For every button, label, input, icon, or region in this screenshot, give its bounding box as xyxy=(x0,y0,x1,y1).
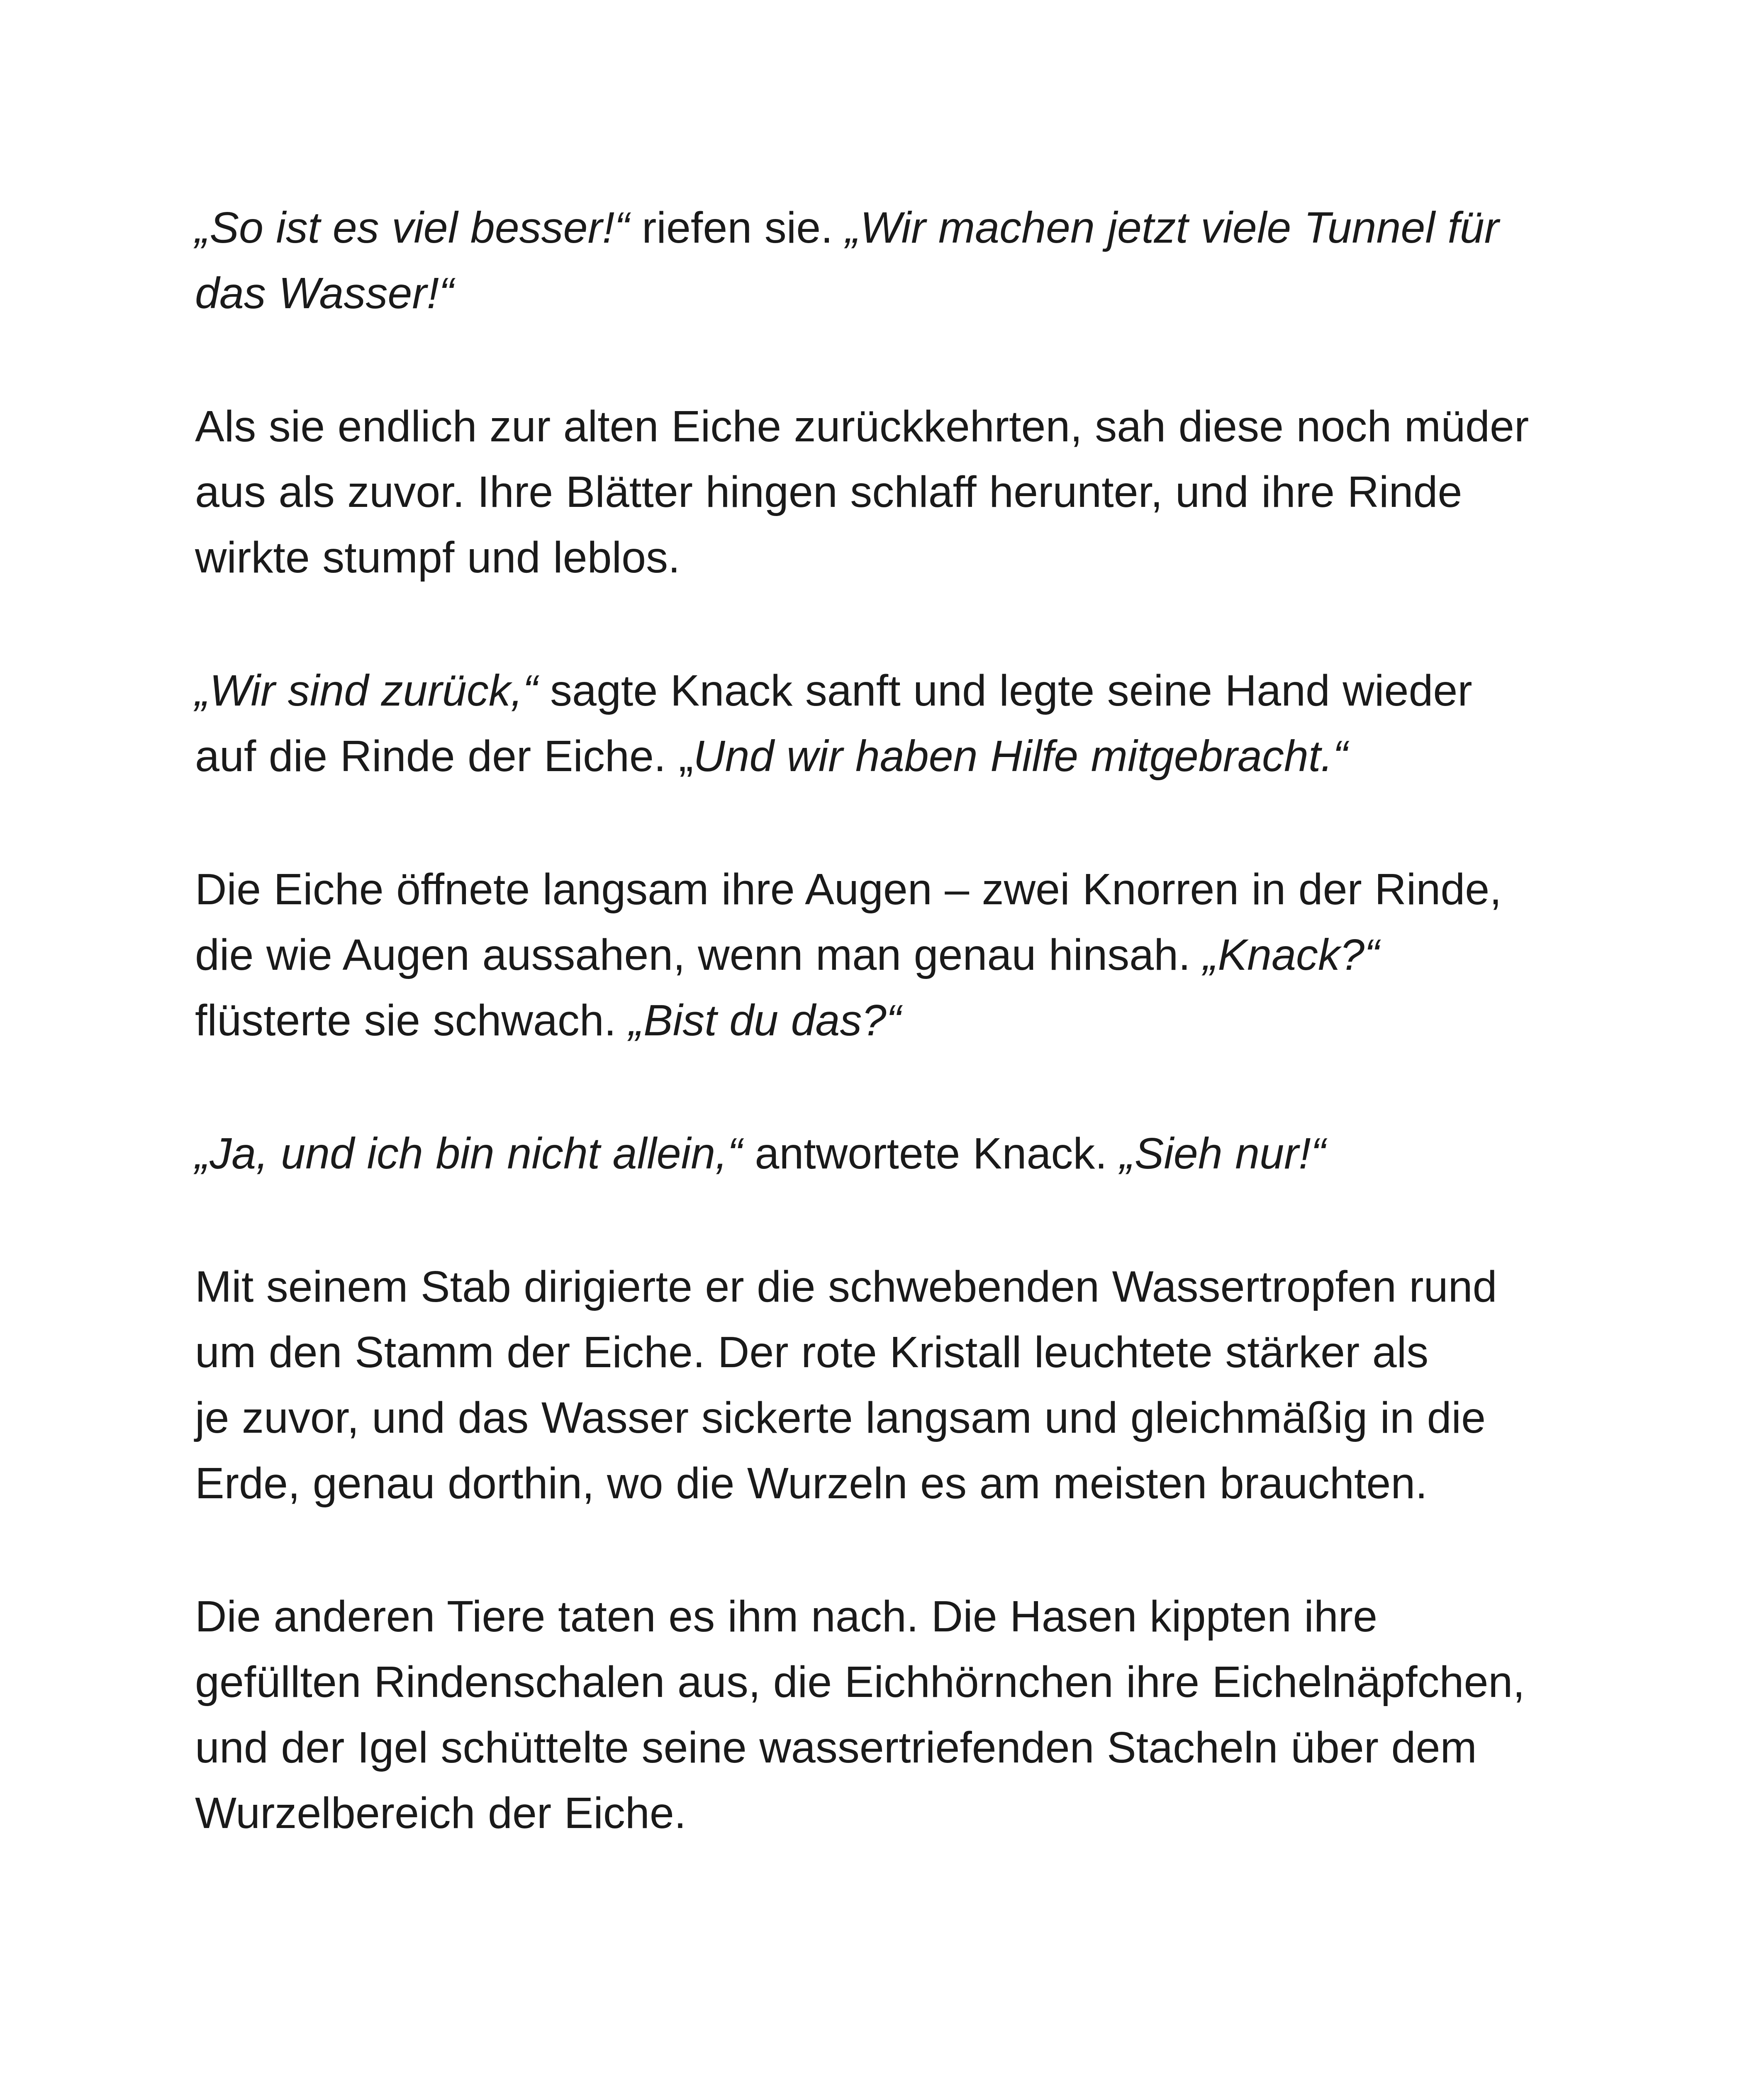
paragraph-4 xyxy=(195,857,1581,1053)
narration: Die anderen Tiere taten es ihm nach. Die Hasen kippten ihre gefüllten Rindenschalen aus, die Eichhörnchen ihre Eichelnäpfchen, und der Igel schüttelte seine wassertriefenden Stacheln über dem Wurzelbereich der Eiche. xyxy=(195,1592,1525,1838)
paragraph-5 xyxy=(195,1121,1581,1186)
paragraph-3 xyxy=(195,658,1581,789)
paragraph-1 xyxy=(195,195,1581,326)
narration: Als sie endlich zur alten Eiche zurückkehrten, sah diese noch müder aus als zuvor. Ihre Blätter hingen schlaff herunter, und ihre Rinde wirkte stumpf und leblos. xyxy=(195,402,1529,582)
dialogue-quote: „Bist du das?“ xyxy=(629,996,901,1045)
story-text xyxy=(195,195,1581,1913)
paragraph-2 xyxy=(195,394,1581,590)
narration: Die Eiche öffnete langsam ihre Augen – zwei Knorren in der Rinde, die wie Augen aussahen, wenn man genau hinsah. xyxy=(195,865,1502,979)
narration: sagte Knack sanft und legte seine Hand wieder auf die Rinde der Eiche. „ xyxy=(195,666,1472,781)
narration: Mit seinem Stab dirigierte er die schwebenden Wassertropfen rund um den Stamm der Eiche. Der rote Kristall leuchtete stärker als je zuvor, und das Wasser sickerte langsam und gleichmäßig in die Erde, genau dorthin, wo die Wurzeln es am meisten brauchten. xyxy=(195,1262,1497,1508)
dialogue-quote: „So ist es viel besser!“ xyxy=(195,203,629,252)
dialogue-quote: „Knack?“ xyxy=(1203,930,1379,979)
narration: flüsterte sie schwach. xyxy=(195,996,616,1045)
dialogue-quote: Und wir haben Hilfe mitgebracht.“ xyxy=(693,732,1348,781)
paragraph-7 xyxy=(195,1584,1581,1846)
paragraph-6 xyxy=(195,1254,1581,1516)
narration: antwortete Knack. xyxy=(742,1129,1120,1178)
dialogue-quote: „Sieh nur!“ xyxy=(1120,1129,1326,1178)
dialogue-quote: „Wir machen jetzt viele Tunnel für das Wasser!“ xyxy=(195,203,1499,318)
dialogue-quote: „Ja, und ich bin nicht allein,“ xyxy=(195,1129,742,1178)
narration: riefen sie. xyxy=(629,203,846,252)
dialogue-quote: „Wir sind zurück,“ xyxy=(195,666,538,715)
